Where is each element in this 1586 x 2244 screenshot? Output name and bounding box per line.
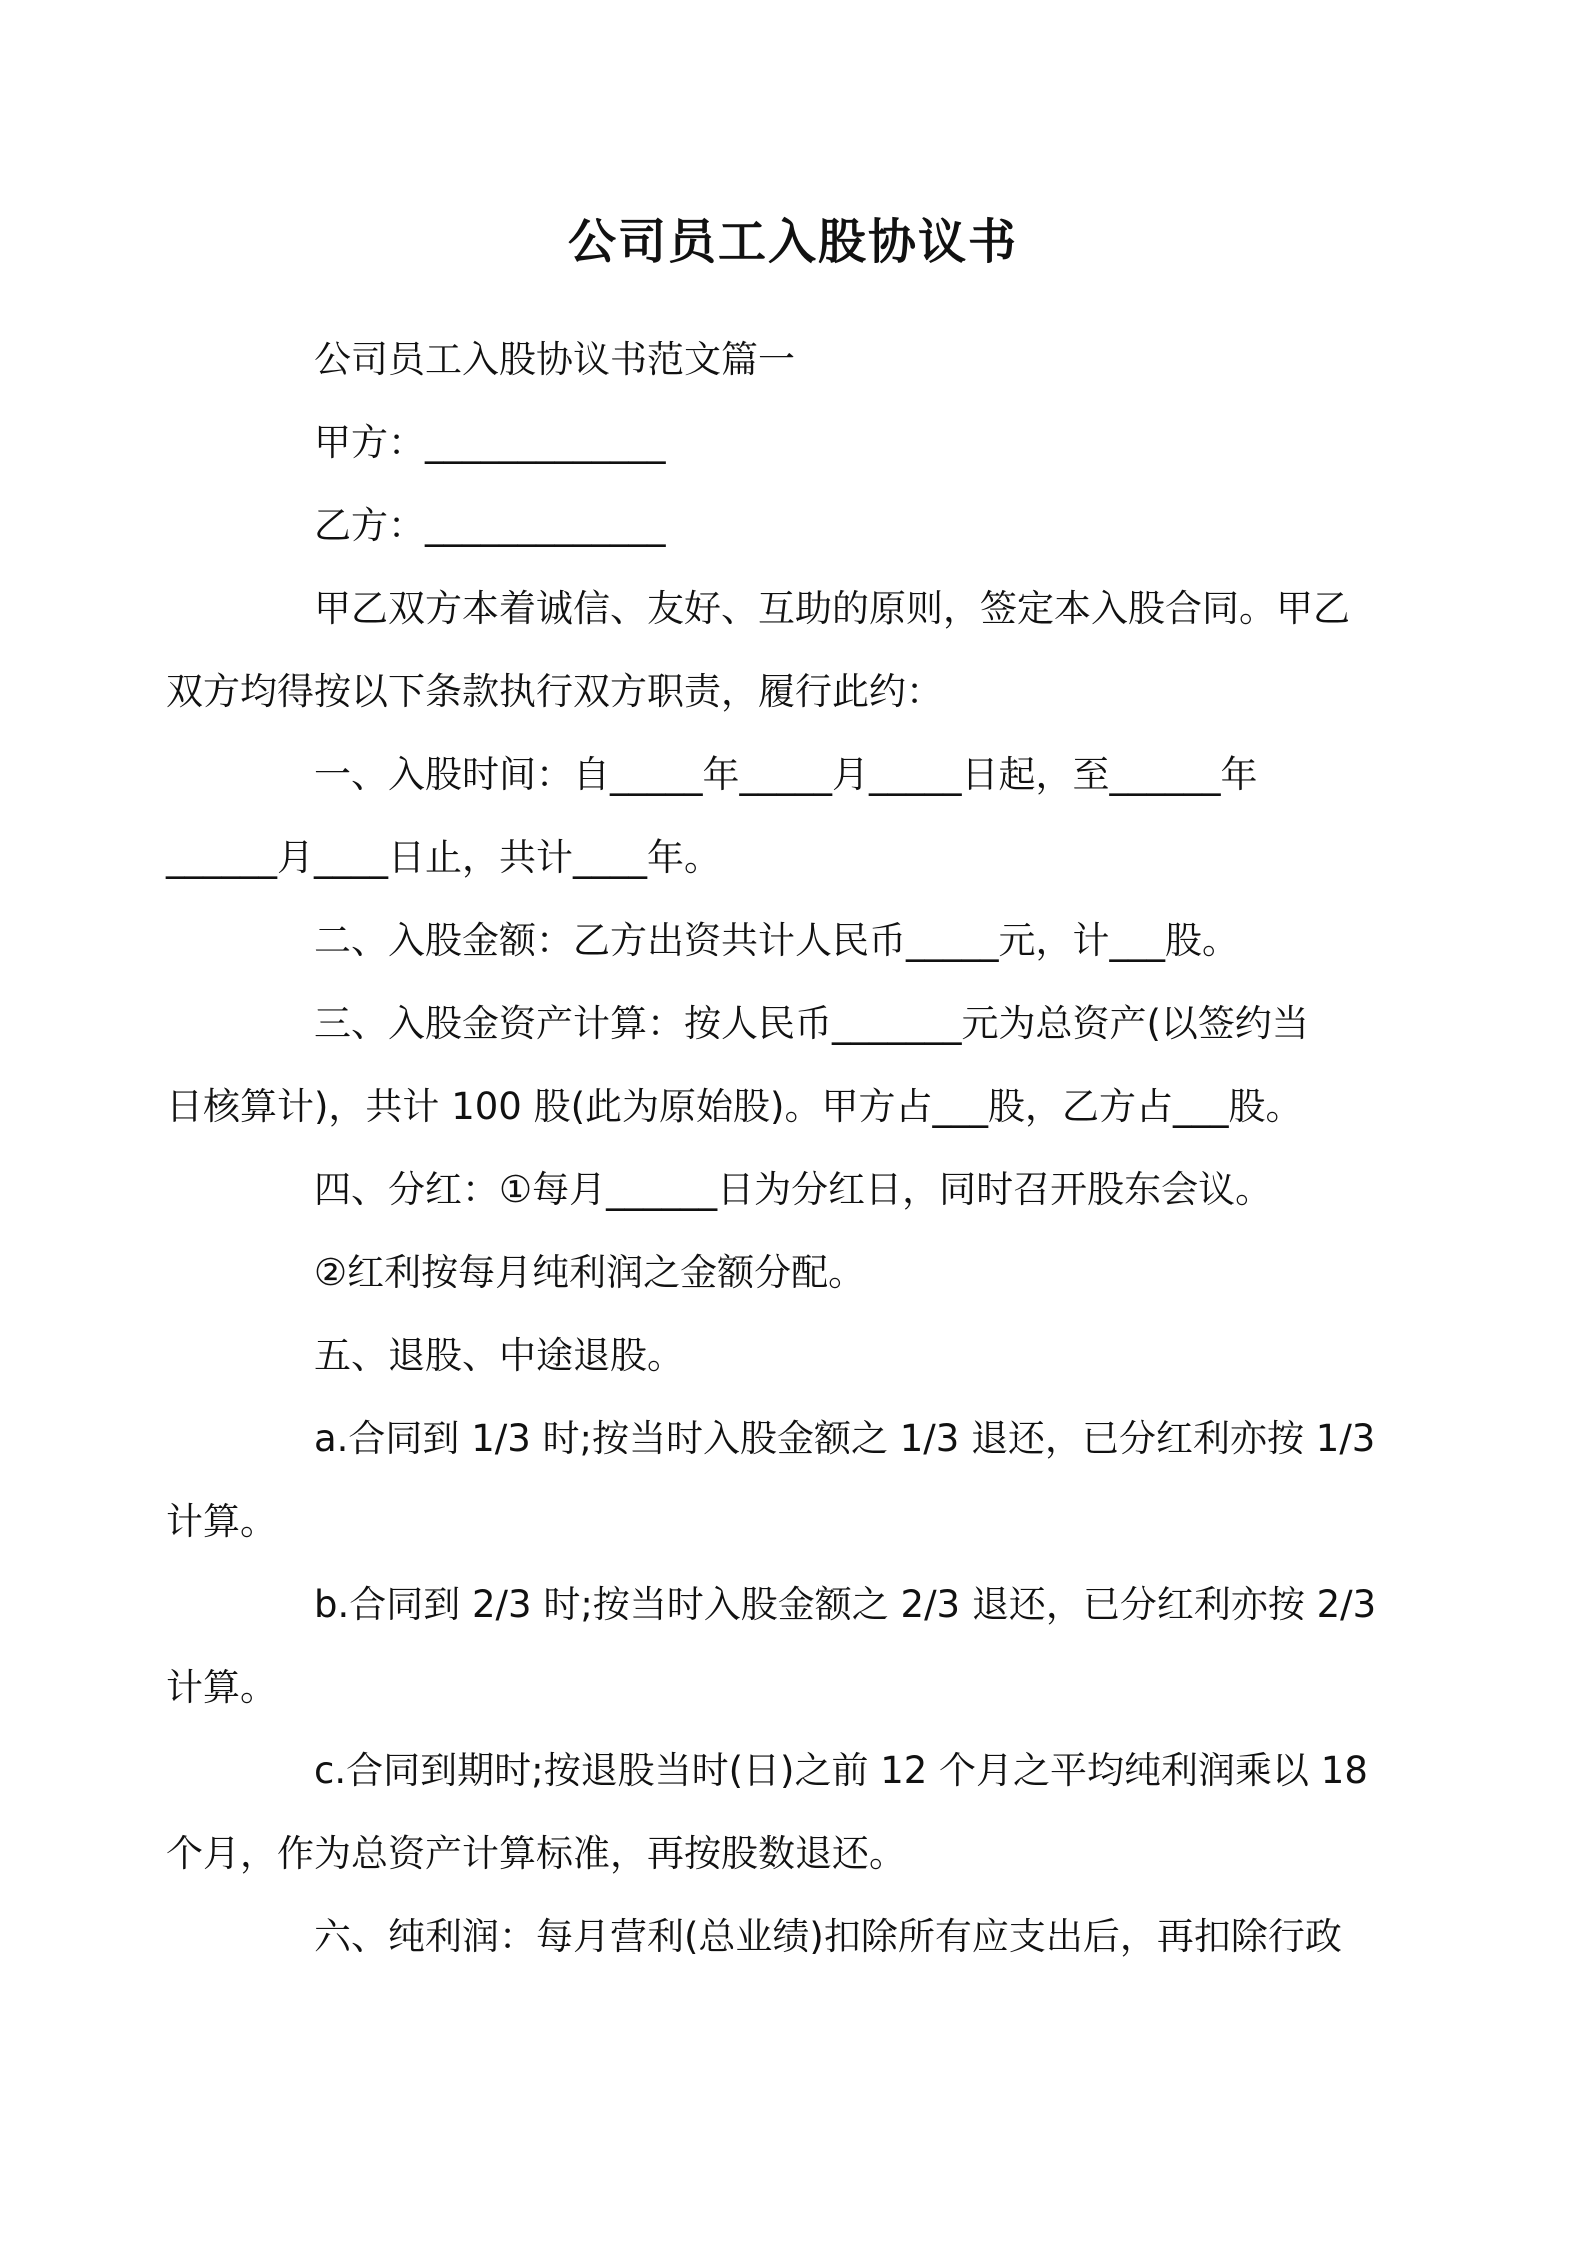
- paragraph-line: 一、入股时间：自_____年_____月_____日起，至______年: [314, 753, 1258, 796]
- paragraph-line: 日核算计)，共计 100 股(此为原始股)。甲方占___股，乙方占___股。: [166, 1085, 1303, 1128]
- party-a-paragraph: [240, 401, 1370, 484]
- paragraph-line: 五、退股、中途退股。: [314, 1334, 684, 1377]
- paragraph-line: 个月，作为总资产计算标准，再按股数退还。: [166, 1832, 906, 1875]
- clause-4-sub-paragraph: [240, 1231, 1370, 1314]
- paragraph-line: ②红利按每月纯利润之金额分配。: [314, 1251, 866, 1294]
- paragraph-line: 六、纯利润：每月营利(总业绩)扣除所有应支出后，再扣除行政: [314, 1915, 1342, 1958]
- clause-5-paragraph: [240, 1314, 1370, 1397]
- paragraph-line: 双方均得按以下条款执行双方职责，履行此约：: [166, 670, 943, 713]
- clause-5c-paragraph: [166, 1729, 1370, 1895]
- paragraph-line: a.合同到 1/3 时;按当时入股金额之 1/3 退还，已分红利亦按 1/3: [314, 1417, 1376, 1460]
- paragraph-line: 甲方：_____________: [314, 421, 666, 464]
- clause-5b-paragraph: [166, 1563, 1377, 1729]
- intro-paragraph: [166, 567, 1370, 733]
- paragraph-line: 甲乙双方本着诚信、友好、互助的原则，签定本入股合同。甲乙: [314, 587, 1350, 630]
- party-b-paragraph: [240, 484, 1370, 567]
- subtitle-paragraph: [240, 318, 1370, 401]
- clause-4-paragraph: [240, 1148, 1370, 1231]
- clause-5a-paragraph: [166, 1397, 1376, 1563]
- paragraph-line: 乙方：_____________: [314, 504, 666, 547]
- paragraph-line: b.合同到 2/3 时;按当时入股金额之 2/3 退还，已分红利亦按 2/3: [314, 1583, 1377, 1626]
- paragraph-line: 计算。: [166, 1500, 277, 1543]
- document-body: [166, 318, 1377, 1978]
- clause-1-paragraph: [166, 733, 1370, 899]
- paragraph-line: ______月____日止，共计____年。: [166, 836, 721, 879]
- clause-3-paragraph: [166, 982, 1370, 1148]
- paragraph-line: 三、入股金资产计算：按人民币_______元为总资产(以签约当: [314, 1002, 1309, 1045]
- paragraph-line: c.合同到期时;按退股当时(日)之前 12 个月之平均纯利润乘以 18: [314, 1749, 1368, 1792]
- paragraph-line: 四、分红：①每月______日为分红日，同时召开股东会议。: [314, 1168, 1273, 1211]
- clause-2-paragraph: [240, 899, 1370, 982]
- paragraph-line: 二、入股金额：乙方出资共计人民币_____元，计___股。: [314, 919, 1239, 962]
- paragraph-line: 公司员工入股协议书范文篇一: [314, 338, 795, 381]
- paragraph-line: 计算。: [166, 1666, 277, 1709]
- document-title: 公司员工入股协议书: [567, 214, 1018, 270]
- clause-6-paragraph: [240, 1895, 1370, 1978]
